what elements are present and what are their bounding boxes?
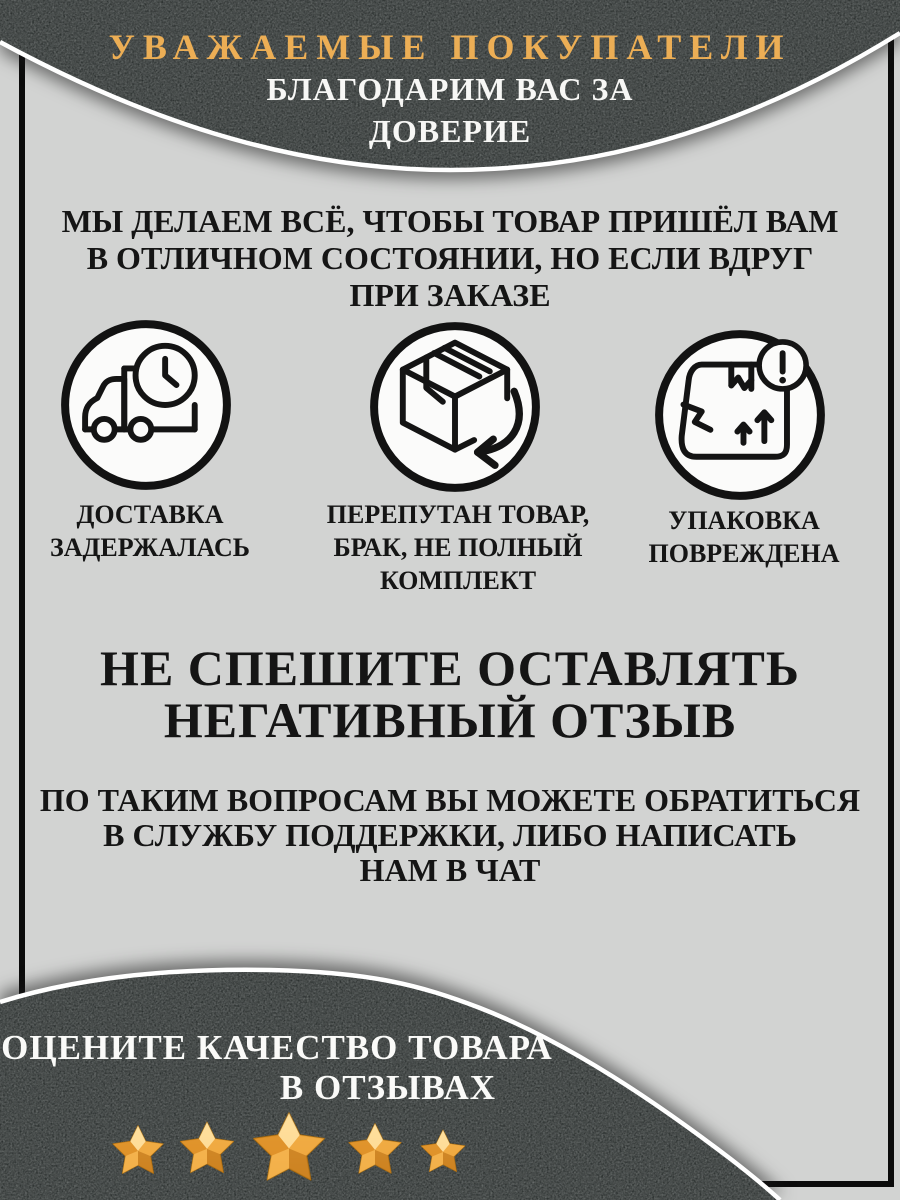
issue-label-wrong-item [305, 498, 611, 597]
issue-label-delivery [0, 498, 300, 564]
issue-label-line: ДОСТАВКА [76, 500, 224, 529]
footer-in-reviews-line: В ОТЗЫВАХ [279, 1068, 497, 1107]
issue-label-line: УПАКОВКА [668, 506, 820, 535]
delivery-truck-clock-icon [59, 318, 233, 492]
damaged-package-icon [653, 328, 827, 502]
intro-line: В ОТЛИЧНОМ СОСТОЯНИИ, НО ЕСЛИ ВДРУГ [86, 240, 814, 276]
header-subtitle-line2: ДОВЕРИЕ [368, 113, 532, 149]
issue-label-line: ПЕРЕПУТАН ТОВАР, [326, 500, 590, 529]
support-line: ПО ТАКИМ ВОПРОСАМ ВЫ МОЖЕТЕ ОБРАТИТЬСЯ [39, 782, 861, 818]
footer-rate-quality-line: ОЦЕНИТЕ КАЧЕСТВО ТОВАРА [1, 1028, 553, 1067]
intro-paragraph [0, 203, 900, 314]
main-headline [0, 642, 900, 746]
intro-line: МЫ ДЕЛАЕМ ВСЁ, ЧТОБЫ ТОВАР ПРИШЁЛ ВАМ [61, 203, 839, 239]
box-return-icon [368, 320, 542, 494]
headline-line: НЕ СПЕШИТЕ ОСТАВЛЯТЬ [100, 640, 800, 696]
header-title: УВАЖАЕМЫЕ ПОКУПАТЕЛИ [108, 27, 792, 67]
issue-label-damaged-packaging [594, 504, 894, 570]
headline-line: НЕГАТИВНЫЙ ОТЗЫВ [163, 692, 737, 748]
support-line: НАМ В ЧАТ [359, 852, 541, 888]
issue-label-line: КОМПЛЕКТ [379, 566, 537, 595]
issue-label-line: БРАК, НЕ ПОЛНЫЙ [333, 533, 583, 562]
issue-label-line: ЗАДЕРЖАЛАСЬ [49, 533, 250, 562]
header-subtitle-line1: БЛАГОДАРИМ ВАС ЗА [266, 71, 634, 107]
intro-line: ПРИ ЗАКАЗЕ [349, 277, 551, 313]
issue-label-line: ПОВРЕЖДЕНА [648, 539, 840, 568]
support-line: В СЛУЖБУ ПОДДЕРЖКИ, ЛИБО НАПИСАТЬ [103, 817, 797, 853]
support-paragraph [0, 783, 900, 888]
